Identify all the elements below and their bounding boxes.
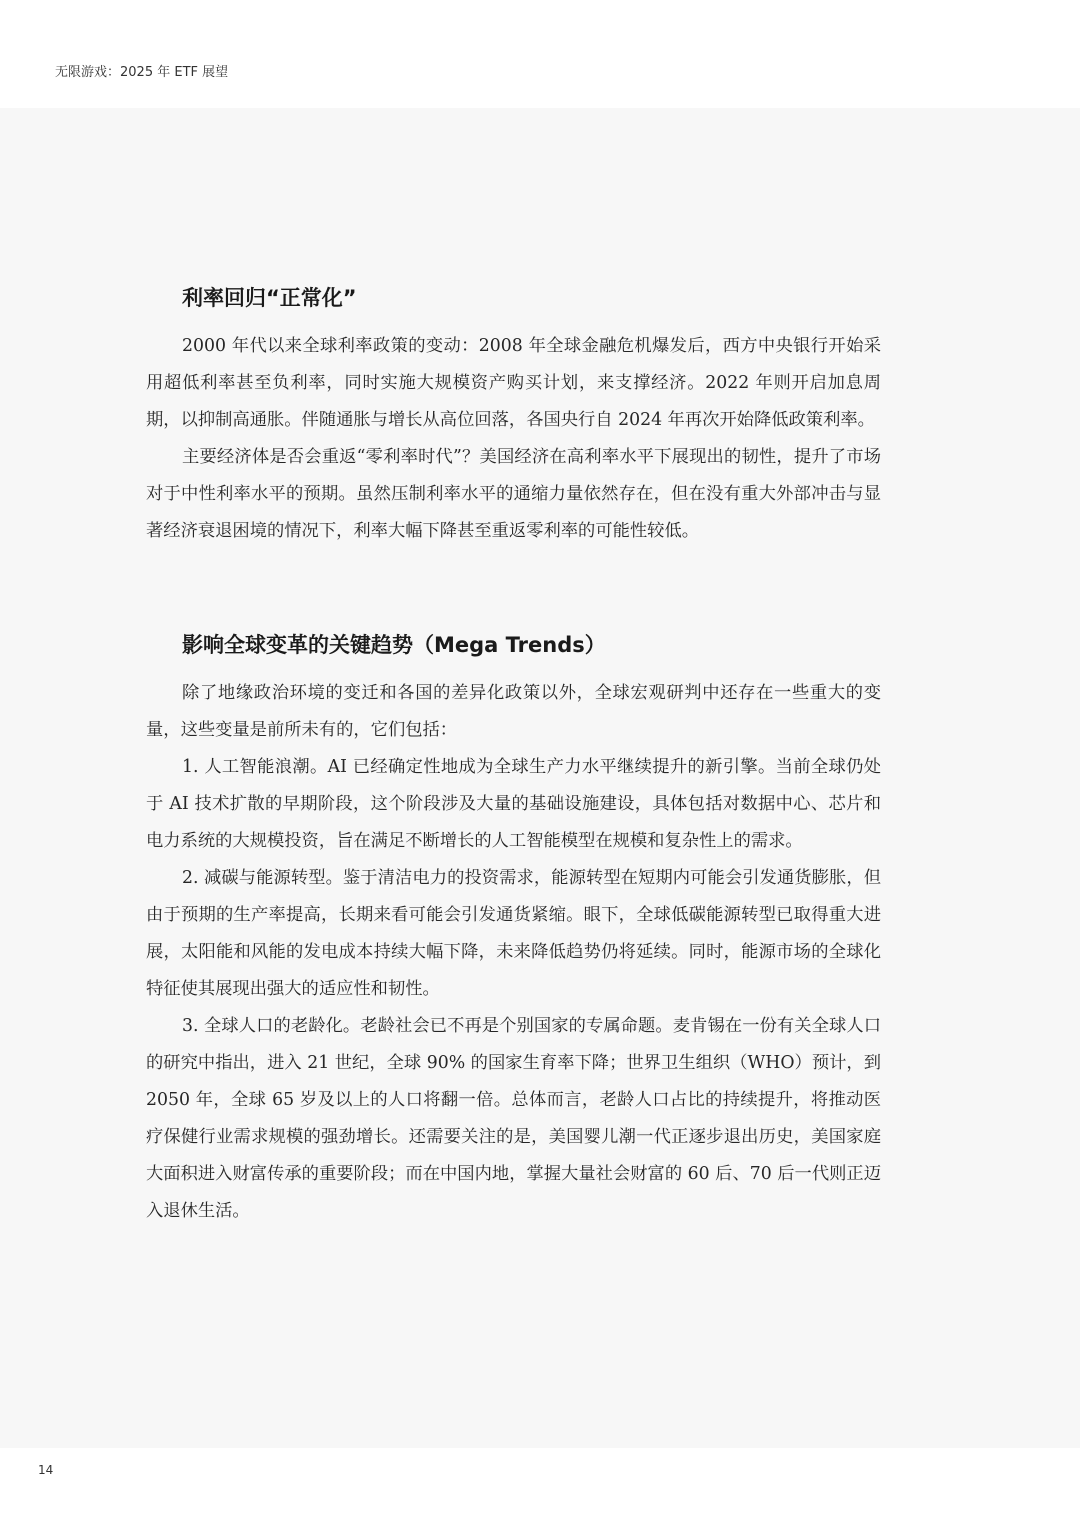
list-item-ai: 1. 人工智能浪潮。AI 已经确定性地成为全球生产力水平继续提升的新引擎。当前全球仍处于 AI 技术扩散的早期阶段，这个阶段涉及大量的基础设施建设，具体包括对数据中心、芯片和电力系统的大规模投资，旨在满足不断增长的人工智能模型在规模和复杂性上的需求。	[146, 757, 881, 851]
section-heading: 影响全球变革的关键趋势（Mega Trends）	[182, 633, 606, 657]
paragraph: 主要经济体是否会重返“零利率时代”？美国经济在高利率水平下展现出的韧性，提升了市场对于中性利率水平的预期。虽然压制利率水平的通缩力量依然存在，但在没有重大外部冲击与显著经济衰退困境的情况下，利率大幅下降甚至重返零利率的可能性较低。	[146, 447, 881, 541]
list-item-energy-transition: 2. 减碳与能源转型。鉴于清洁电力的投资需求，能源转型在短期内可能会引发通货膨胀，但由于预期的生产率提高，长期来看可能会引发通货紧缩。眼下，全球低碳能源转型已取得重大进展，太阳能和风能的发电成本持续大幅下降，未来降低趋势仍将延续。同时，能源市场的全球化特征使其展现出强大的适应性和韧性。	[146, 868, 881, 999]
paragraph: 除了地缘政治环境的变迁和各国的差异化政策以外，全球宏观研判中还存在一些重大的变量，这些变量是前所未有的，它们包括：	[146, 683, 881, 740]
page-footer	[0, 1448, 1080, 1518]
section-interest-rate-normalization	[146, 282, 881, 550]
paragraph: 2000 年代以来全球利率政策的变动：2008 年全球金融危机爆发后，西方中央银行开始采用超低利率甚至负利率，同时实施大规模资产购买计划，来支撑经济。2022 年则开启加息周期，以抑制高通胀。伴随通胀与增长从高位回落，各国央行自 2024 年再次开始降低政策利率。	[146, 336, 881, 430]
list-item-aging-population: 3. 全球人口的老龄化。老龄社会已不再是个别国家的专属命题。麦肯锡在一份有关全球人口的研究中指出，进入 21 世纪，全球 90% 的国家生育率下降；世界卫生组织（WHO）预计，到 2050 年，全球 65 岁及以上的人口将翻一倍。总体而言，老龄人口占比的持续提升，将推动医疗保健行业需求规模的强劲增长。还需要关注的是，美国婴儿潮一代正逐步退出历史，美国家庭大面积进入财富传承的重要阶段；而在中国内地，掌握大量社会财富的 60 后、70 后一代则正迈入退休生活。	[146, 1016, 881, 1221]
document-title: 无限游戏：2025 年 ETF 展望	[55, 65, 229, 80]
page-header	[0, 0, 1080, 108]
section-mega-trends	[146, 629, 881, 1230]
section-heading: 利率回归“正常化”	[182, 286, 357, 310]
page-number: 14	[38, 1463, 54, 1477]
